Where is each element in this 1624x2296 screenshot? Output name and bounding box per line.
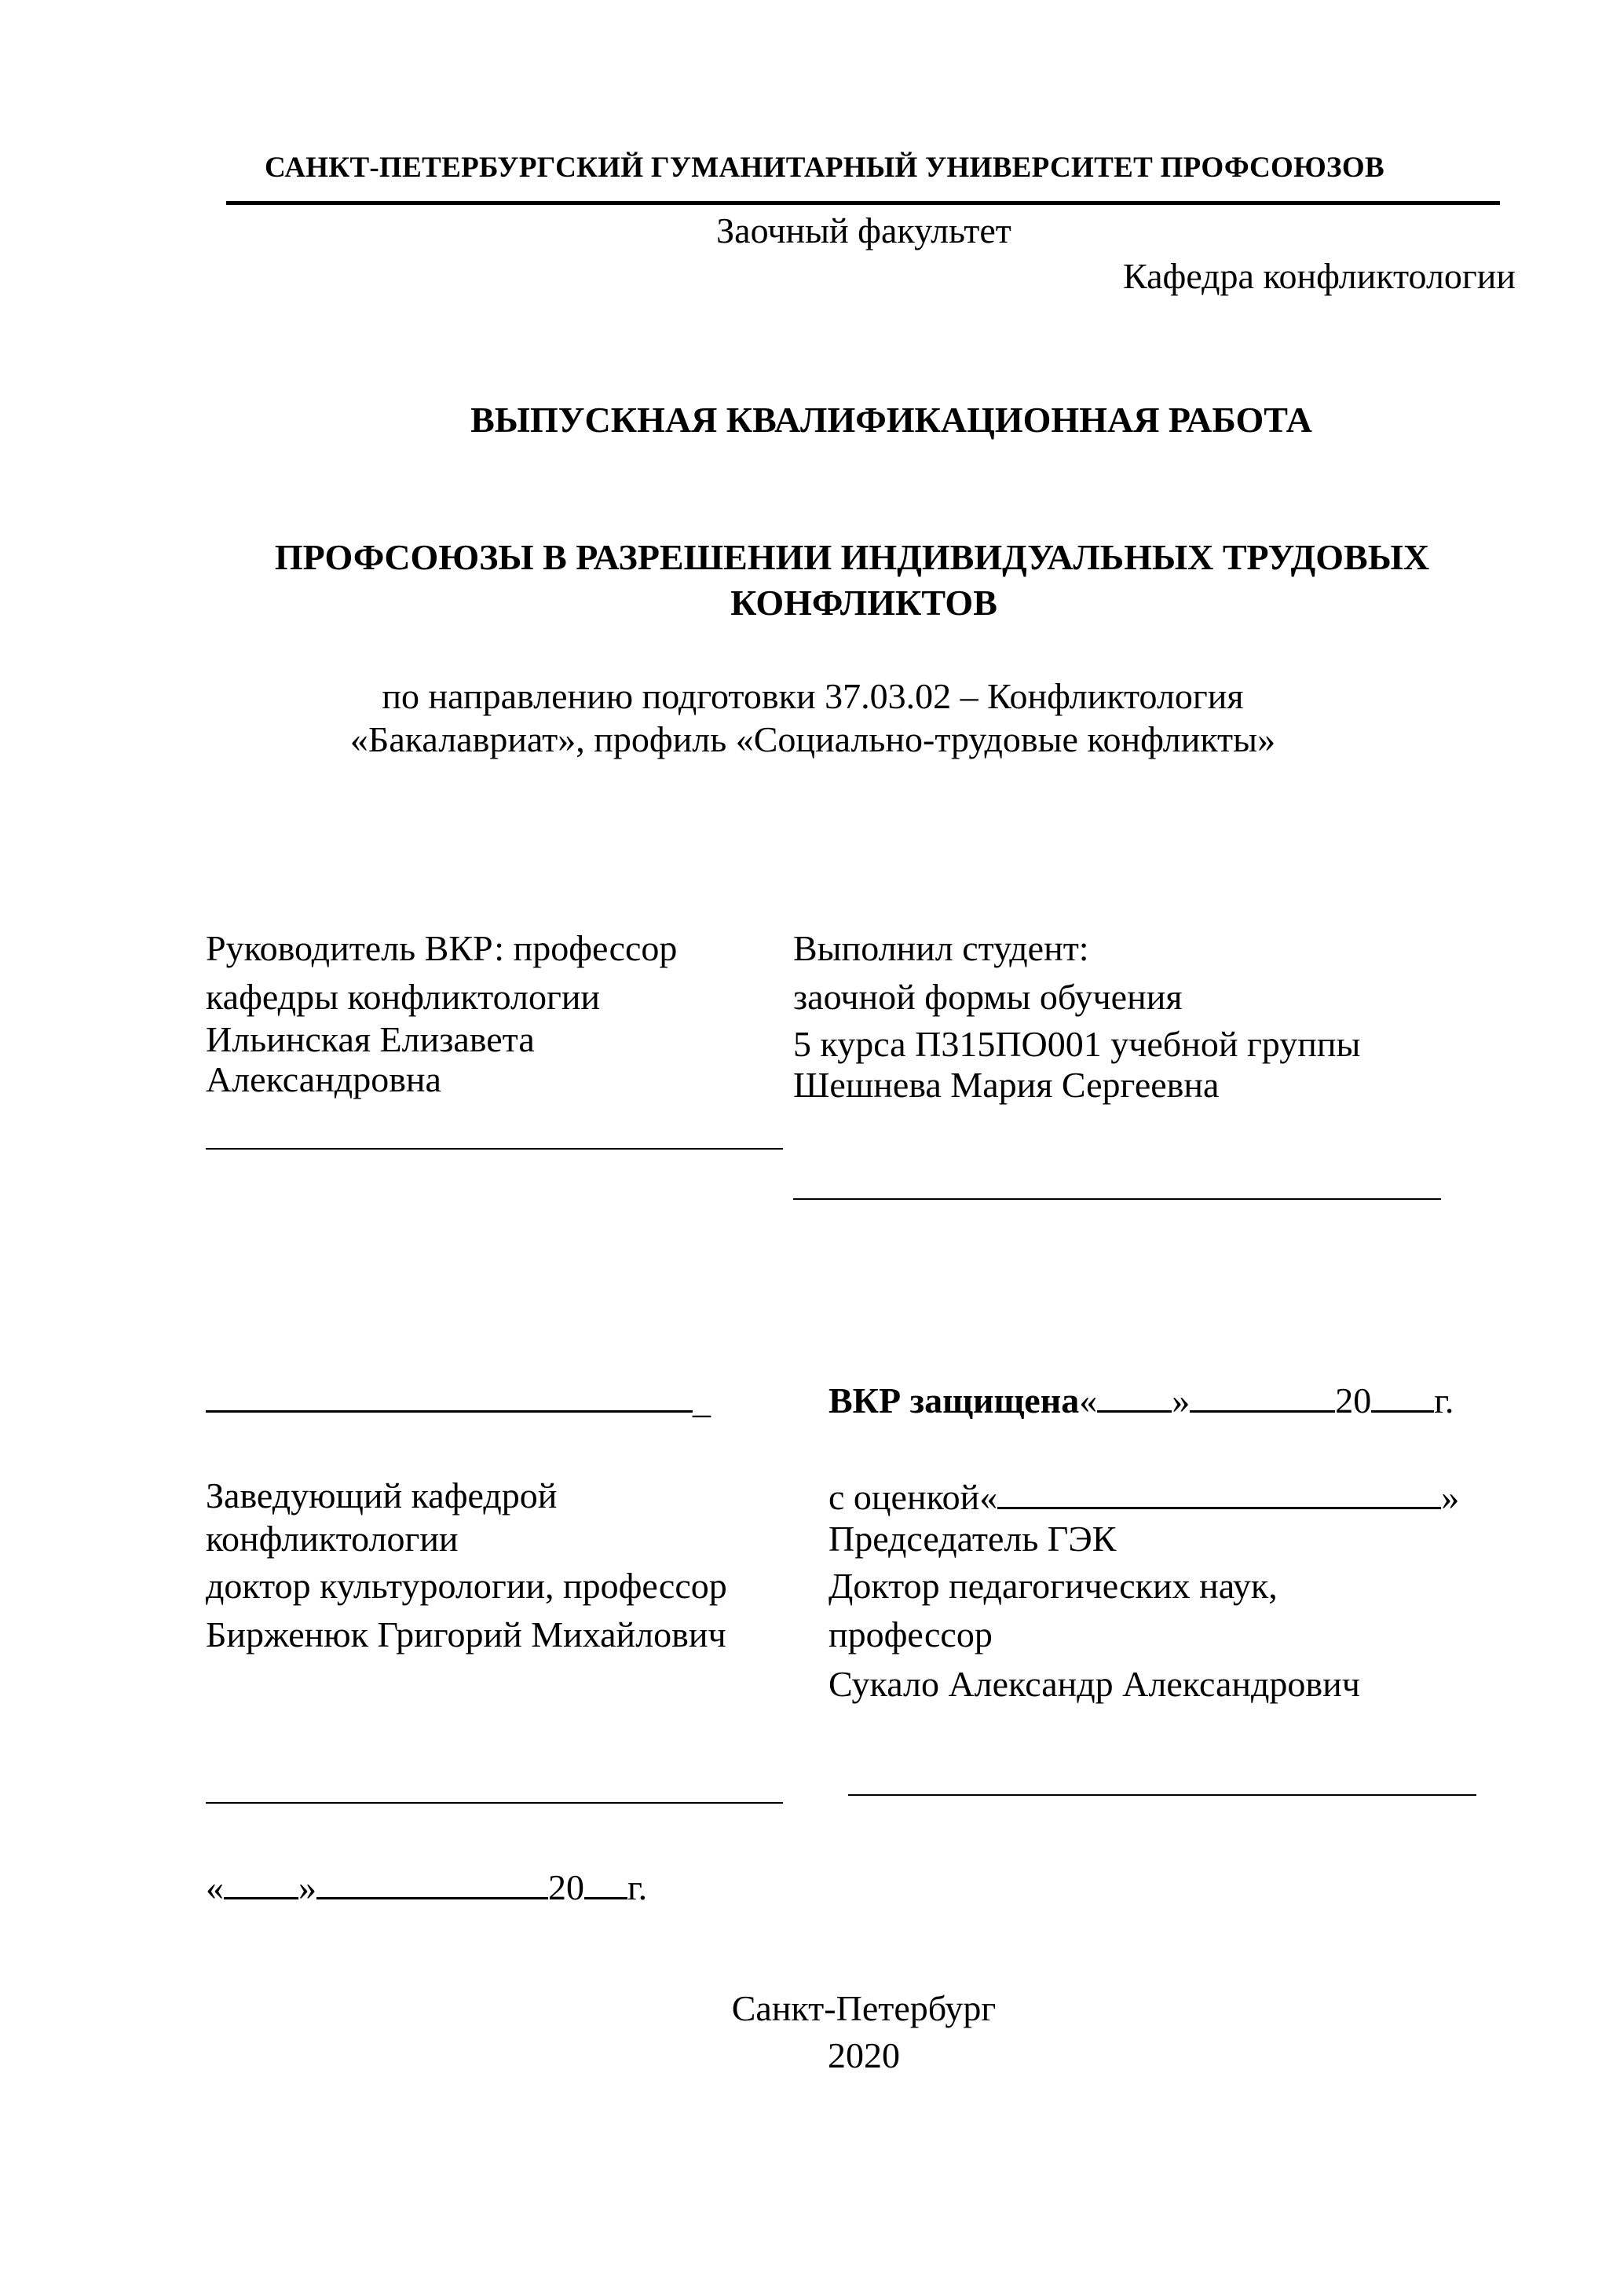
student-signature-line bbox=[793, 1198, 1441, 1200]
date-open-quote: « bbox=[206, 1867, 224, 1907]
work-title-line2: КОНФЛИКТОВ bbox=[730, 583, 997, 623]
footer-city: Санкт-Петербург bbox=[731, 1988, 997, 2028]
chairman-line3: профессор bbox=[828, 1614, 993, 1654]
direction-line1: по направлению подготовки 37.03.02 – Конфликтология bbox=[382, 676, 1244, 716]
work-title-line1: ПРОФСОЮЗЫ В РАЗРЕШЕНИИ ИНДИВИДУАЛЬНЫХ ТРУДОВЫХ bbox=[274, 537, 1430, 577]
date-year-prefix: 20 bbox=[548, 1867, 584, 1907]
head-signature-row bbox=[206, 1376, 711, 1424]
defense-month-blank bbox=[1190, 1376, 1335, 1413]
head-line1: Заведующий кафедрой bbox=[206, 1475, 558, 1515]
date-close-quote: » bbox=[298, 1867, 316, 1907]
chairman-signature-line bbox=[848, 1794, 1476, 1796]
supervisor-line2: кафедры конфликтологии bbox=[206, 977, 601, 1017]
chairman-line4: Сукало Александр Александрович bbox=[828, 1664, 1360, 1704]
work-type: ВЫПУСКНАЯ КВАЛИФИКАЦИОННАЯ РАБОТА bbox=[470, 400, 1312, 440]
student-line1: Выполнил студент: bbox=[793, 928, 1089, 968]
defense-label: ВКР защищена bbox=[828, 1380, 1080, 1420]
header-divider bbox=[226, 201, 1500, 205]
grade-blank bbox=[997, 1472, 1441, 1509]
faculty-name: Заочный факультет bbox=[716, 210, 1011, 250]
head-line2: конфликтологии bbox=[206, 1519, 459, 1559]
grade-label: с оценкой« bbox=[828, 1477, 998, 1517]
defense-day-blank bbox=[1097, 1376, 1172, 1413]
date-year-blank bbox=[584, 1863, 627, 1899]
grade-row bbox=[828, 1472, 1459, 1521]
defense-year-blank bbox=[1371, 1376, 1434, 1413]
supervisor-line4: Александровна bbox=[206, 1059, 441, 1099]
date-year-suffix: г. bbox=[627, 1867, 648, 1907]
chairman-line1: Председатель ГЭК bbox=[828, 1519, 1117, 1559]
supervisor-signature-line bbox=[206, 1148, 783, 1150]
date-month-blank bbox=[316, 1863, 548, 1899]
head-signature-blank bbox=[206, 1376, 693, 1413]
defense-open-quote: « bbox=[1079, 1380, 1098, 1420]
date-row bbox=[206, 1863, 647, 1911]
student-line4: Шешнева Мария Сергеевна bbox=[793, 1065, 1220, 1105]
chairman-line2: Доктор педагогических наук, bbox=[828, 1566, 1278, 1606]
head-signature-tail: _ bbox=[693, 1380, 711, 1420]
university-name: САНКТ-ПЕТЕРБУРГСКИЙ ГУМАНИТАРНЫЙ УНИВЕРСИТЕТ ПРОФСОЮЗОВ bbox=[265, 152, 1384, 184]
date-day-blank bbox=[224, 1863, 298, 1899]
direction-line2: «Бакалавриат», профиль «Социально-трудовые конфликты» bbox=[349, 719, 1276, 759]
defense-close-quote: » bbox=[1172, 1380, 1191, 1420]
head-line3: доктор культурологии, профессор bbox=[206, 1566, 727, 1606]
defense-year-suffix: г. bbox=[1434, 1380, 1454, 1420]
supervisor-line3: Ильинская Елизавета bbox=[206, 1019, 535, 1059]
footer-year: 2020 bbox=[828, 2035, 900, 2075]
department-name: Кафедра конфликтологии bbox=[1123, 256, 1516, 296]
defense-year-prefix: 20 bbox=[1335, 1380, 1372, 1420]
defense-row bbox=[828, 1376, 1454, 1424]
grade-close-quote: » bbox=[1441, 1477, 1460, 1517]
head-lower-signature-line bbox=[206, 1802, 783, 1804]
head-line4: Бирженюк Григорий Михайлович bbox=[206, 1614, 726, 1654]
supervisor-line1: Руководитель ВКР: профессор bbox=[206, 928, 678, 968]
student-line2: заочной формы обучения bbox=[793, 977, 1183, 1017]
student-line3: 5 курса П315ПО001 учебной группы bbox=[793, 1024, 1361, 1064]
